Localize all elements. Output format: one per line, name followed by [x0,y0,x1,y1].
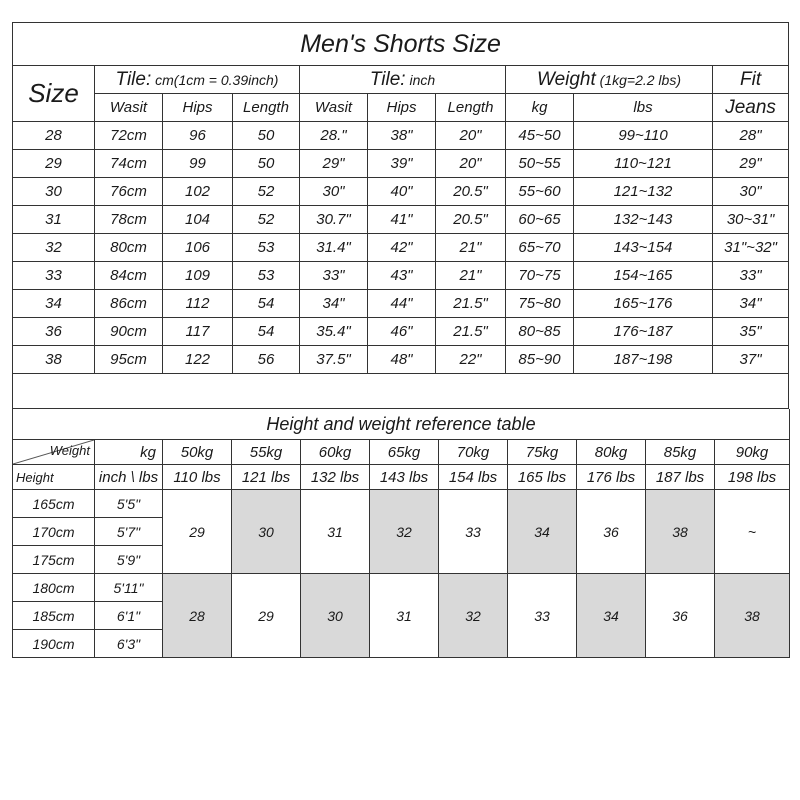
size-cell: 29 [13,150,95,178]
size-cell: 33" [713,262,789,290]
size-cell: 176~187 [574,318,713,346]
size-cell: 99~110 [574,122,713,150]
fit-header: Fit [713,66,789,94]
size-cell: 86cm [95,290,163,318]
size-cell: 45~50 [506,122,574,150]
reference-size-cell: 30 [232,490,301,574]
size-cell: 52 [233,178,300,206]
size-cell: 99 [163,150,233,178]
size-cell: 122 [163,346,233,374]
reference-size-cell: 28 [163,574,232,658]
lbs-header: 165 lbs [508,465,577,490]
size-cell: 39" [368,150,436,178]
reference-size-cell: 38 [646,490,715,574]
size-row [13,262,789,290]
size-cell: 187~198 [574,346,713,374]
lbs-header: 198 lbs [715,465,790,490]
size-cell: 28" [713,122,789,150]
size-cell: 72cm [95,122,163,150]
size-table [12,22,789,409]
reference-size-cell: 30 [301,574,370,658]
size-cell: 56 [233,346,300,374]
lbs-header: 121 lbs [232,465,301,490]
size-cell: 21" [436,262,506,290]
reference-size-cell: ~ [715,490,790,574]
kg-header: 70kg [439,440,508,465]
size-cell: 21" [436,234,506,262]
size-cell: 65~70 [506,234,574,262]
height-cm: 175cm [13,546,95,574]
kg-unit-label: kg [95,440,163,465]
reference-size-cell: 36 [577,490,646,574]
inch-group-header [300,66,506,94]
size-cell: 29" [300,150,368,178]
size-cell: 52 [233,206,300,234]
size-cell: 28." [300,122,368,150]
size-cell: 34" [300,290,368,318]
size-cell: 110~121 [574,150,713,178]
sub-header: Length [436,94,506,122]
size-cell: 30 [13,178,95,206]
size-cell: 37.5" [300,346,368,374]
weight-height-corner [13,440,95,465]
reference-size-cell: 31 [301,490,370,574]
kg-header: 55kg [232,440,301,465]
cm-group-header [95,66,300,94]
reference-size-cell: 36 [646,574,715,658]
size-cell: 31.4" [300,234,368,262]
size-cell: 43" [368,262,436,290]
size-cell: 37" [713,346,789,374]
height-cm: 165cm [13,490,95,518]
size-cell: 84cm [95,262,163,290]
height-cm: 185cm [13,602,95,630]
height-inch: 5'5" [95,490,163,518]
size-row [13,206,789,234]
size-cell: 20.5" [436,178,506,206]
size-cell: 30~31" [713,206,789,234]
size-row [13,234,789,262]
size-cell: 54 [233,290,300,318]
size-row [13,346,789,374]
size-row [13,178,789,206]
size-cell: 30" [300,178,368,206]
size-cell: 41" [368,206,436,234]
height-inch: 5'11" [95,574,163,602]
reference-size-cell: 31 [370,574,439,658]
chart-title: Men's Shorts Size [13,23,789,66]
size-cell: 30.7" [300,206,368,234]
size-cell: 36 [13,318,95,346]
size-cell: 143~154 [574,234,713,262]
size-cell: 48" [368,346,436,374]
size-cell: 54 [233,318,300,346]
reference-size-cell: 33 [439,490,508,574]
size-cell: 154~165 [574,262,713,290]
size-cell: 33 [13,262,95,290]
inch-group-note: inch [405,71,436,88]
kg-header: 60kg [301,440,370,465]
height-cm: 180cm [13,574,95,602]
height-row [13,574,790,602]
height-inch: 5'9" [95,546,163,574]
size-cell: 80~85 [506,318,574,346]
size-cell: 38" [368,122,436,150]
size-cell: 95cm [95,346,163,374]
size-header: Size [13,66,95,122]
sub-header: Hips [163,94,233,122]
size-cell: 44" [368,290,436,318]
size-cell: 85~90 [506,346,574,374]
size-cell: 30" [713,178,789,206]
kg-header: 75kg [508,440,577,465]
size-row [13,150,789,178]
sub-header: Wasit [300,94,368,122]
height-inch: 6'1" [95,602,163,630]
size-cell: 90cm [95,318,163,346]
kg-header: 90kg [715,440,790,465]
reference-table [12,409,790,658]
size-row [13,122,789,150]
size-cell: 20" [436,150,506,178]
size-cell: 109 [163,262,233,290]
reference-size-cell: 32 [439,574,508,658]
height-cm: 190cm [13,630,95,658]
size-cell: 38 [13,346,95,374]
size-cell: 50 [233,122,300,150]
inch-group-label: Tile: [369,68,406,90]
size-cell: 20.5" [436,206,506,234]
size-cell: 40" [368,178,436,206]
size-cell: 80cm [95,234,163,262]
size-cell: 42" [368,234,436,262]
lbs-header: 154 lbs [439,465,508,490]
inch-lbs-unit-label: inch \ lbs [95,465,163,490]
reference-size-cell: 38 [715,574,790,658]
sub-header: Length [233,94,300,122]
height-inch: 5'7" [95,518,163,546]
size-cell: 76cm [95,178,163,206]
size-cell: 21.5" [436,290,506,318]
kg-header: 50kg [163,440,232,465]
size-row [13,318,789,346]
size-cell: 28 [13,122,95,150]
lbs-header: 187 lbs [646,465,715,490]
size-cell: 117 [163,318,233,346]
size-cell: 121~132 [574,178,713,206]
size-cell: 165~176 [574,290,713,318]
size-cell: 96 [163,122,233,150]
size-cell: 50 [233,150,300,178]
size-cell: 102 [163,178,233,206]
weight-group-label: Weight [536,68,596,90]
size-cell: 74cm [95,150,163,178]
kg-header: 65kg [370,440,439,465]
lbs-header: 110 lbs [163,465,232,490]
size-cell: 32 [13,234,95,262]
size-cell: 33" [300,262,368,290]
size-cell: 70~75 [506,262,574,290]
reference-size-cell: 32 [370,490,439,574]
height-inch: 6'3" [95,630,163,658]
reference-size-cell: 33 [508,574,577,658]
size-cell: 50~55 [506,150,574,178]
size-cell: 106 [163,234,233,262]
size-cell: 31 [13,206,95,234]
cm-group-label: Tile: [115,68,152,90]
spacer-row [13,374,789,409]
size-cell: 75~80 [506,290,574,318]
sub-header: Hips [368,94,436,122]
size-cell: 53 [233,262,300,290]
size-cell: 46" [368,318,436,346]
sub-header: lbs [574,94,713,122]
reference-size-cell: 34 [577,574,646,658]
size-cell: 60~65 [506,206,574,234]
size-cell: 132~143 [574,206,713,234]
size-cell: 35" [713,318,789,346]
size-cell: 34 [13,290,95,318]
size-row [13,290,789,318]
size-cell: 78cm [95,206,163,234]
reference-size-cell: 29 [163,490,232,574]
lbs-header: 132 lbs [301,465,370,490]
sub-header: Wasit [95,94,163,122]
size-cell: 53 [233,234,300,262]
reference-title: Height and weight reference table [13,409,790,440]
lbs-header: 176 lbs [577,465,646,490]
size-cell: 35.4" [300,318,368,346]
size-cell: 31"~32" [713,234,789,262]
size-cell: 21.5" [436,318,506,346]
height-row [13,490,790,518]
size-chart-sheet [12,22,788,658]
lbs-header: 143 lbs [370,465,439,490]
size-cell: 34" [713,290,789,318]
size-cell: 104 [163,206,233,234]
reference-size-cell: 34 [508,490,577,574]
size-cell: 22" [436,346,506,374]
kg-header: 85kg [646,440,715,465]
jeans-header: Jeans [713,94,789,122]
height-label: Height [13,465,95,490]
size-cell: 112 [163,290,233,318]
weight-group-header [506,66,713,94]
cm-group-note: cm(1cm = 0.39inch) [151,71,279,88]
reference-size-cell: 29 [232,574,301,658]
height-cm: 170cm [13,518,95,546]
kg-header: 80kg [577,440,646,465]
size-cell: 20" [436,122,506,150]
weight-group-note: (1kg=2.2 lbs) [595,71,681,88]
weight-label: Weight [49,443,90,458]
size-cell: 55~60 [506,178,574,206]
size-cell: 29" [713,150,789,178]
sub-header: kg [506,94,574,122]
